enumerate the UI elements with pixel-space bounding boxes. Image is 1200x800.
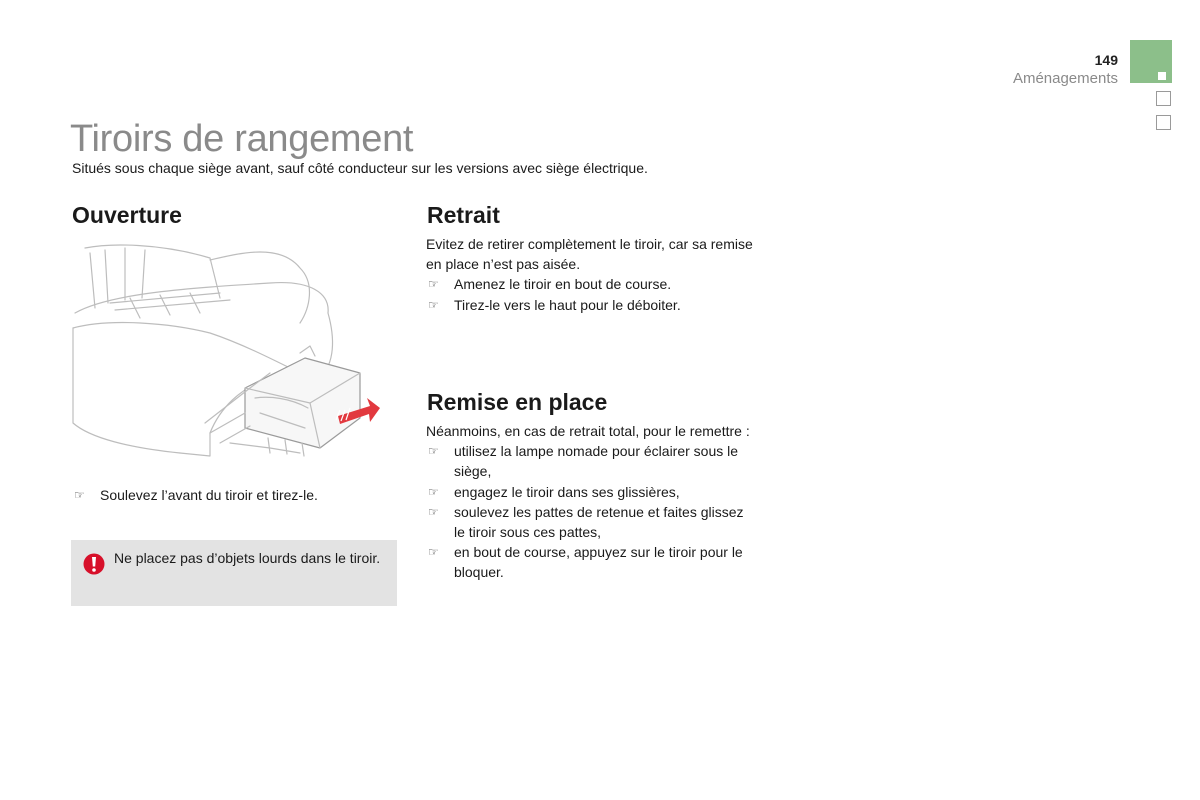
list-item-text: en bout de course, appuyez sur le tiroir pour le bloquer. xyxy=(454,544,743,581)
remise-section xyxy=(426,421,756,583)
remise-intro: Néanmoins, en cas de retrait total, pour le remettre : xyxy=(426,423,750,439)
pointing-hand-icon: ☞ xyxy=(74,488,85,502)
list-item-text: engagez le tiroir dans ses glissières, xyxy=(454,483,680,500)
list-item xyxy=(426,542,756,582)
warning-box xyxy=(71,540,397,606)
list-item-text: utilisez la lampe nomade pour éclairer sous le siège, xyxy=(454,443,739,480)
retrait-intro: Evitez de retirer complètement le tiroir, car sa remise en place n’est pas aisée. xyxy=(426,236,753,273)
pointing-hand-icon: ☞ xyxy=(428,484,439,499)
ouverture-instructions xyxy=(72,485,392,505)
chapter-tab-box-2 xyxy=(1156,115,1171,130)
page-subtitle: Situés sous chaque siège avant, sauf côté conducteur sur les versions avec siège électrique. xyxy=(72,160,648,176)
list-item xyxy=(426,295,756,315)
ouverture-bullets xyxy=(72,485,392,505)
list-item-text: soulevez les pattes de retenue et faites glissez le tiroir sous ces pattes, xyxy=(454,503,744,541)
section-name: Aménagements xyxy=(1012,70,1118,87)
warning-text: Ne placez pas d’objets lourds dans le tiroir. xyxy=(114,550,381,566)
retrait-bullets xyxy=(426,274,756,314)
list-item xyxy=(426,274,756,294)
list-item-text: Amenez le tiroir en bout de course. xyxy=(454,276,672,293)
heading-retrait: Retrait xyxy=(427,202,500,228)
chapter-tab-dot xyxy=(1158,72,1166,80)
chapter-tab-box-1 xyxy=(1156,91,1171,106)
pointing-hand-icon: ☞ xyxy=(428,545,439,560)
pointing-hand-icon: ☞ xyxy=(428,444,439,459)
pointing-hand-icon: ☞ xyxy=(428,504,439,519)
list-item xyxy=(426,482,756,502)
page-number: 149 xyxy=(1094,52,1118,68)
list-item-text: Tirez-le vers le haut pour le déboiter. xyxy=(454,296,681,313)
pointing-hand-icon: ☞ xyxy=(428,277,439,292)
pointing-hand-icon: ☞ xyxy=(428,297,439,312)
remise-bullets xyxy=(426,441,756,582)
chapter-tab-active xyxy=(1130,40,1172,83)
list-item-text: Soulevez l’avant du tiroir et tirez-le. xyxy=(100,487,318,503)
seat-drawer-illustration xyxy=(70,238,400,463)
retrait-section xyxy=(426,234,756,315)
page-title: Tiroirs de rangement xyxy=(70,118,414,160)
list-item xyxy=(426,441,756,481)
list-item xyxy=(72,485,392,505)
heading-remise: Remise en place xyxy=(427,389,608,415)
warning-icon xyxy=(83,553,105,575)
heading-ouverture: Ouverture xyxy=(72,202,182,228)
list-item xyxy=(426,502,756,542)
